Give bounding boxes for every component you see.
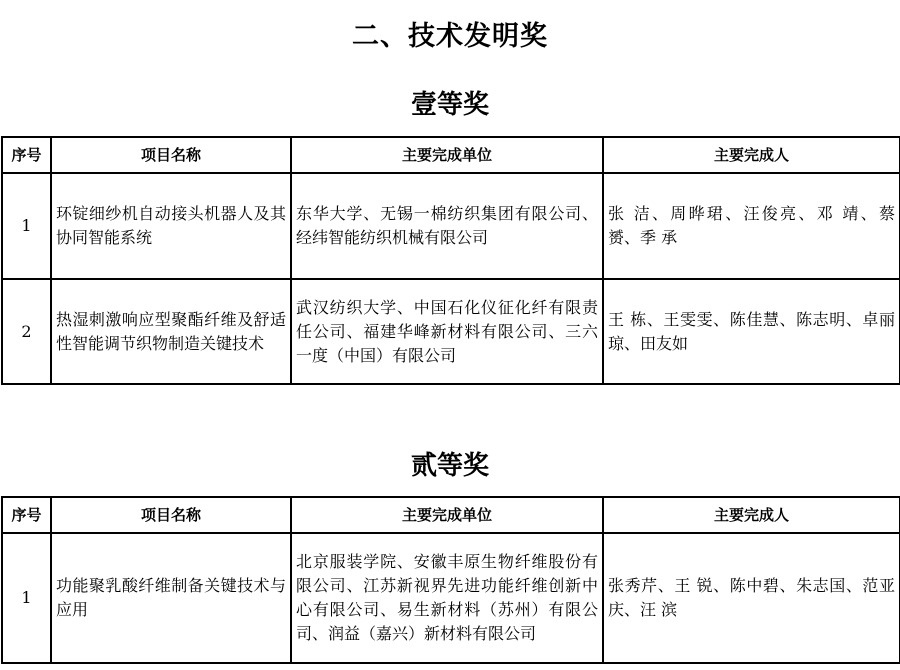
page-title: 二、技术发明奖 xyxy=(352,21,548,52)
table-row xyxy=(2,279,900,384)
row-unit: 北京服装学院、安徽丰原生物纤维股份有限公司、江苏新视界先进功能纤维创新中心有限公司、易生新材料（苏州）有限公司、润益（嘉兴）新材料有限公司 xyxy=(291,533,603,663)
row-project-name: 热湿刺激响应型聚酯纤维及舒适性智能调节织物制造关键技术 xyxy=(51,279,291,384)
row-persons: 张 洁、周晔珺、汪俊亮、邓 靖、蔡 赟、季 承 xyxy=(603,173,900,279)
first-prize-title: 壹等奖 xyxy=(410,90,489,120)
row-persons: 张秀芹、王 锐、陈中碧、朱志国、范亚庆、汪 滨 xyxy=(603,533,900,663)
table-row xyxy=(2,533,900,663)
row-project-name: 环锭细纱机自动接头机器人及其协同智能系统 xyxy=(51,173,291,279)
header-project-name: 项目名称 xyxy=(51,497,291,533)
header-persons: 主要完成人 xyxy=(603,137,900,173)
header-unit: 主要完成单位 xyxy=(291,137,603,173)
second-prize-table xyxy=(1,496,900,664)
row-persons: 王 栋、王雯雯、陈佳慧、陈志明、卓丽琼、田友如 xyxy=(603,279,900,384)
table-header-row xyxy=(2,497,900,533)
header-project-name: 项目名称 xyxy=(51,137,291,173)
header-seq: 序号 xyxy=(2,497,51,533)
row-unit: 东华大学、无锡一棉纺织集团有限公司、经纬智能纺织机械有限公司 xyxy=(291,173,603,279)
row-seq: 2 xyxy=(2,279,51,384)
first-prize-table xyxy=(1,136,900,385)
row-project-name: 功能聚乳酸纤维制备关键技术与应用 xyxy=(51,533,291,663)
row-seq: 1 xyxy=(2,173,51,279)
header-seq: 序号 xyxy=(2,137,51,173)
second-prize-title: 贰等奖 xyxy=(410,451,489,481)
row-seq: 1 xyxy=(2,533,51,663)
header-unit: 主要完成单位 xyxy=(291,497,603,533)
header-persons: 主要完成人 xyxy=(603,497,900,533)
table-row xyxy=(2,173,900,279)
table-header-row xyxy=(2,137,900,173)
row-unit: 武汉纺织大学、中国石化仪征化纤有限责任公司、福建华峰新材料有限公司、三六一度（中国）有限公司 xyxy=(291,279,603,384)
